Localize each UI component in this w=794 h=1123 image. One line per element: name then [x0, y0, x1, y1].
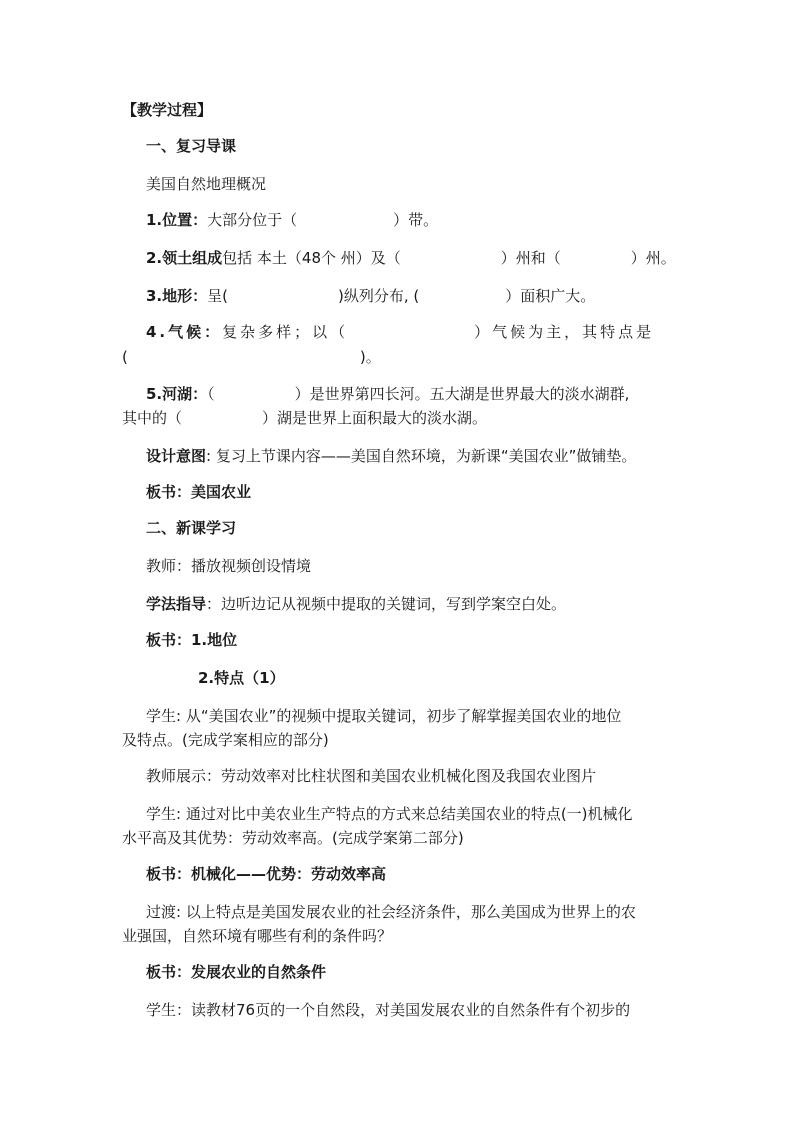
question-2: [146, 248, 706, 268]
student-note-2-line2: 水平高及其优势：劳动效率高。(完成学案第二部分): [122, 829, 464, 847]
teacher-note-1: 教师：播放视频创设情境: [146, 557, 312, 575]
question-1-pre: 大部分位于（: [207, 211, 298, 229]
question-3-post: ）面积广大。: [505, 287, 596, 305]
student-note-2-line1: 学生: 通过对比中美农业生产特点的方式来总结美国农业的特点(一)机械化: [146, 805, 633, 823]
section-1-title: 一、复习导课: [146, 137, 237, 155]
question-1-post: ）带。: [393, 211, 439, 229]
question-2-mid: ）州和（: [500, 249, 561, 267]
question-4-mid: ）气候为主，其特点是: [474, 323, 655, 341]
design-intent-label: 设计意图: [146, 447, 207, 465]
board-note-4: 板书：发展农业的自然条件: [146, 963, 327, 981]
question-1-label: 1.位置：: [146, 211, 208, 229]
question-1: [146, 210, 706, 230]
board-note-3: 板书：机械化——优势：劳动效率高: [146, 865, 387, 883]
board-note-2b: 2.特点（1）: [198, 669, 285, 687]
section-2-title: 二、新课学习: [146, 519, 237, 537]
board-note-1: 板书：美国农业: [146, 483, 252, 501]
question-3-pre: 呈(: [207, 287, 228, 305]
study-method-label: 学法指导: [146, 595, 207, 613]
question-5-mid: ）是世界第四长河。五大湖是世界最大的淡水湖群,: [294, 385, 630, 403]
transition-line2: 业强国，自然环境有哪些有利的条件吗？: [122, 927, 393, 945]
question-3-mid: )纵列分布, (: [338, 287, 420, 305]
question-5-label: 5.河湖：: [146, 385, 208, 403]
question-2-pre: 包括 本土（48个 州）及（: [222, 249, 401, 267]
question-4-pre: 复杂多样；以（: [222, 323, 349, 341]
question-4-line2-post: )。: [359, 348, 381, 366]
question-5-line2-pre: 其中的（: [122, 409, 183, 427]
question-2-label: 2.领土组成: [146, 249, 223, 267]
question-3-label: 3.地形：: [146, 287, 208, 305]
study-method-text: ：边听边记从视频中提取的关键词，写到学案空白处。: [206, 595, 567, 613]
question-4-line2: [122, 347, 682, 367]
student-note-1-line2: 及特点。(完成学案相应的部分): [122, 731, 329, 749]
section-1-intro: 美国自然地理概况: [146, 175, 267, 193]
design-intent: [146, 446, 706, 466]
question-4-line2-pre: (: [122, 348, 128, 366]
question-5-line2: [122, 408, 682, 428]
question-4: [146, 322, 706, 342]
question-4-label: 4.气候：: [146, 323, 223, 341]
student-note-3: 学生：读教材76页的一个自然段，对美国发展农业的自然条件有个初步的: [146, 1001, 631, 1019]
question-5-pre: （: [207, 385, 215, 403]
question-3: [146, 286, 706, 306]
teacher-note-2: 教师展示：劳动效率对比柱状图和美国农业机械化图及我国农业图片: [146, 767, 597, 785]
question-2-post: ）州。: [630, 249, 676, 267]
student-note-1-line1: 学生: 从“美国农业”的视频中提取关键词，初步了解掌握美国农业的地位: [146, 707, 622, 725]
section-heading: 【教学过程】: [122, 101, 213, 119]
design-intent-text: : 复习上节课内容——美国自然环境，为新课“美国农业”做铺垫。: [206, 447, 637, 465]
study-method: [146, 594, 706, 614]
transition-line1: 过渡: 以上特点是美国发展农业的社会经济条件，那么美国成为世界上的农: [146, 903, 636, 921]
question-5: [146, 384, 706, 404]
board-note-2a: 板书：1.地位: [146, 631, 238, 649]
question-5-line2-post: ）湖是世界上面积最大的淡水湖。: [262, 409, 488, 427]
